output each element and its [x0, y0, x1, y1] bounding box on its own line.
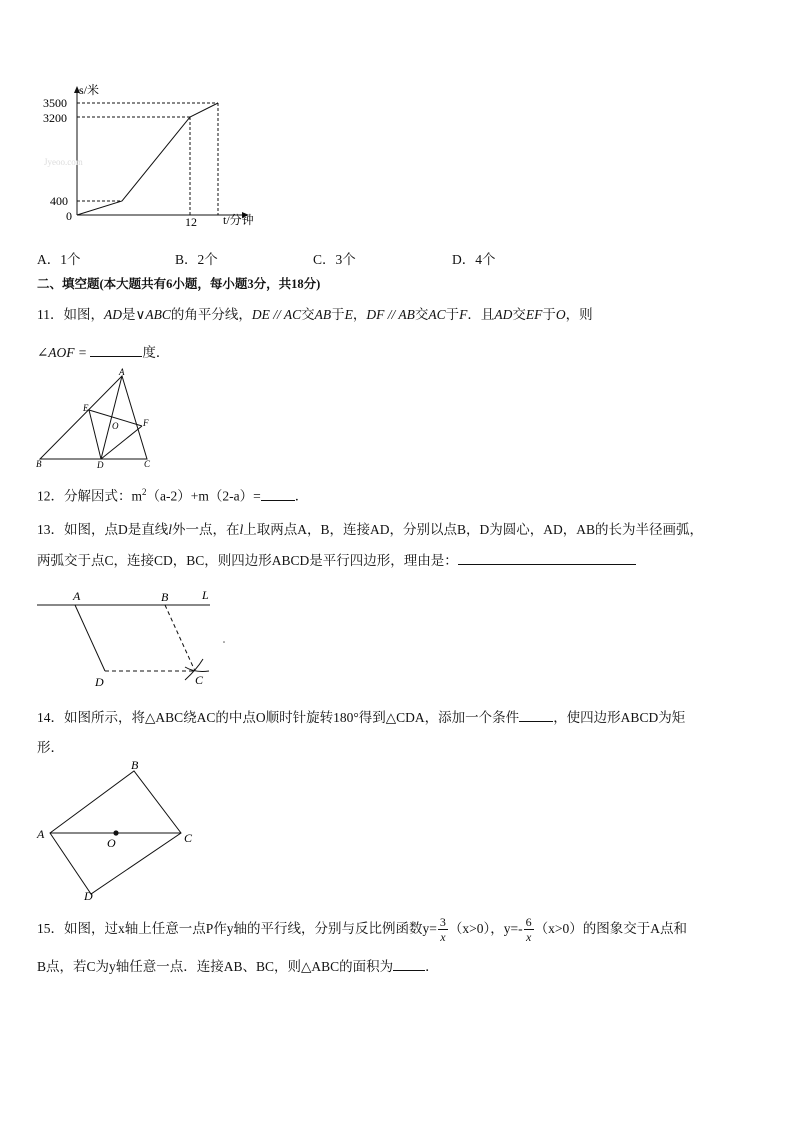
q13-line-1: [37, 520, 703, 540]
q10-option-d[interactable]: D．4个: [452, 252, 496, 267]
tick-12: 12: [185, 215, 197, 229]
q11-label-c: C: [144, 459, 151, 469]
q15-fraction-3-over-x: [438, 915, 448, 944]
q15-answer-blank[interactable]: [393, 956, 425, 971]
q15-text-2b: ．: [425, 959, 439, 974]
q15-f1-num: 3: [439, 915, 446, 930]
q13-label-c: C: [195, 673, 204, 687]
q11-t8: ．且: [467, 307, 495, 322]
q11-t5: ，: [352, 307, 367, 322]
q11-t2: 的角平分线，: [170, 307, 252, 322]
q13-label-b: B: [161, 590, 169, 604]
q11-o: O: [555, 307, 566, 322]
q13-answer-blank[interactable]: [458, 550, 636, 565]
tick-3200: 3200: [43, 111, 67, 125]
q14-label-o: O: [107, 836, 116, 850]
q13-l2: l: [239, 522, 244, 537]
q13-text-b: 外一点，在: [172, 522, 240, 537]
q12-pre: 12．分解因式：m: [37, 488, 143, 504]
q12-answer-blank[interactable]: [261, 486, 295, 501]
q15-f2-den: x: [525, 930, 532, 945]
q13-text-c: 上取两点A，B，连接AD，分别以点B，D为圆心，AD，AB的长为半径画弧，: [243, 522, 704, 537]
q11-label-o: O: [112, 421, 119, 431]
distance-line: [77, 103, 218, 215]
q11-label-e: E: [83, 403, 89, 413]
point-o: [113, 830, 118, 835]
q11-t7: 于: [445, 307, 460, 322]
q11-t10: 于: [542, 307, 556, 322]
tick-3500: 3500: [43, 96, 67, 110]
triangle-abc: [40, 376, 147, 459]
q11-t1: 是: [122, 307, 136, 322]
q10-option-c[interactable]: C．3个: [313, 252, 356, 267]
section-heading: 二、填空题(本大题共有6小题，每小题3分，共18分): [37, 277, 321, 291]
q11-t12: 度．: [142, 345, 170, 360]
q12-end: ．: [294, 488, 309, 504]
q11-answer-blank[interactable]: [90, 342, 142, 357]
tick-400: 400: [50, 194, 68, 208]
q14-line-2: 形．: [37, 740, 64, 755]
segment-df: [101, 426, 142, 459]
q15-fraction-6-over-x: [524, 915, 534, 944]
segment-bc: [165, 605, 195, 671]
q11-ad: AD: [104, 307, 122, 322]
q11-triangle-figure: [30, 366, 170, 472]
q11-label-f: F: [143, 418, 149, 428]
q11-ef: EF: [525, 307, 543, 322]
q13-text-2: 两弧交于点C，连接CD，BC，则四边形ABCD是平行四边形，理由是：: [37, 553, 458, 568]
q12-line: [37, 482, 308, 507]
q11-number: 11．如图，: [37, 307, 104, 322]
q11-line-1: [37, 305, 593, 325]
q13-label-a: A: [73, 589, 81, 603]
q12-sup: 2: [142, 487, 147, 497]
segment-de: [89, 410, 101, 459]
distance-time-graph: [30, 80, 280, 230]
watermark: Jyeoo.com: [44, 157, 83, 167]
y-axis-label: s/米: [79, 83, 100, 97]
q13-label-d: D: [95, 675, 104, 689]
q11-e: E: [344, 307, 353, 322]
q14-label-d: D: [84, 889, 93, 900]
q11-t3: 交: [301, 307, 315, 322]
q11-label-a: A: [119, 367, 125, 377]
q11-ad2: AD: [494, 307, 513, 322]
q15-f1-den: x: [440, 930, 446, 945]
q13-l: l: [168, 522, 173, 537]
q11-angle: ∠AOF =: [37, 345, 88, 360]
q14-answer-blank[interactable]: [519, 707, 553, 722]
q15-text-c: （x>0）的图象交于A点和: [534, 921, 687, 936]
q11-dfab: DF // AB: [366, 307, 415, 322]
q10-option-a[interactable]: A．1个: [37, 252, 81, 267]
q11-t9: 交: [512, 307, 526, 322]
tick-0: 0: [66, 209, 72, 223]
q11-ac: AC: [428, 307, 446, 322]
q14-text-a: 14．如图所示，将△ABC绕AC的中点O顺时针旋转180°得到△CDA，添加一个条件: [37, 710, 520, 725]
q12-post: （a-2）+m（2-a）=: [146, 488, 261, 504]
q14-label-b: B: [131, 758, 139, 772]
q15-text-2a: B点，若C为y轴任意一点．连接AB、BC，则△ABC的面积为: [37, 959, 394, 974]
q15-line-2: [37, 956, 439, 977]
x-axis-label: t/分钟: [223, 213, 254, 227]
q14-rectangle-figure: [33, 758, 208, 900]
segment-ad: [75, 605, 105, 671]
q11-f: F: [459, 307, 468, 322]
q11-t6: 交: [414, 307, 429, 322]
q15-text-b: （x>0），y=-: [448, 921, 523, 936]
q13-parallelogram-figure: [35, 585, 235, 690]
q11-t4: 于: [331, 307, 345, 322]
q13-line-2: [37, 550, 636, 571]
q11-deac: DE // AC: [251, 307, 302, 322]
segment-ad: [101, 376, 122, 459]
q15-text-a: 15．如图，过x轴上任意一点P作y轴的平行线，分别与反比例函数y=: [37, 921, 437, 936]
q11-line-2: [37, 342, 169, 363]
q10-option-b[interactable]: B．2个: [175, 252, 218, 267]
q15-line-1: [37, 913, 687, 945]
q15-f2-num: 6: [525, 915, 532, 930]
small-mark: [223, 641, 225, 643]
q11-ab: AB: [314, 307, 332, 322]
q14-text-b: ，使四边形ABCD为矩: [553, 710, 686, 725]
q13-label-l: L: [202, 588, 209, 602]
q11-t11: ，则: [565, 307, 593, 322]
q13-text-a: 13．如图，点D是直线: [37, 522, 169, 537]
q11-label-b: B: [36, 459, 42, 469]
q11-abc: ∨ABC: [135, 307, 171, 322]
q14-label-a: A: [37, 827, 45, 841]
q14-label-c: C: [184, 831, 193, 845]
q11-label-d: D: [97, 460, 104, 470]
q14-line-1: [37, 707, 685, 728]
